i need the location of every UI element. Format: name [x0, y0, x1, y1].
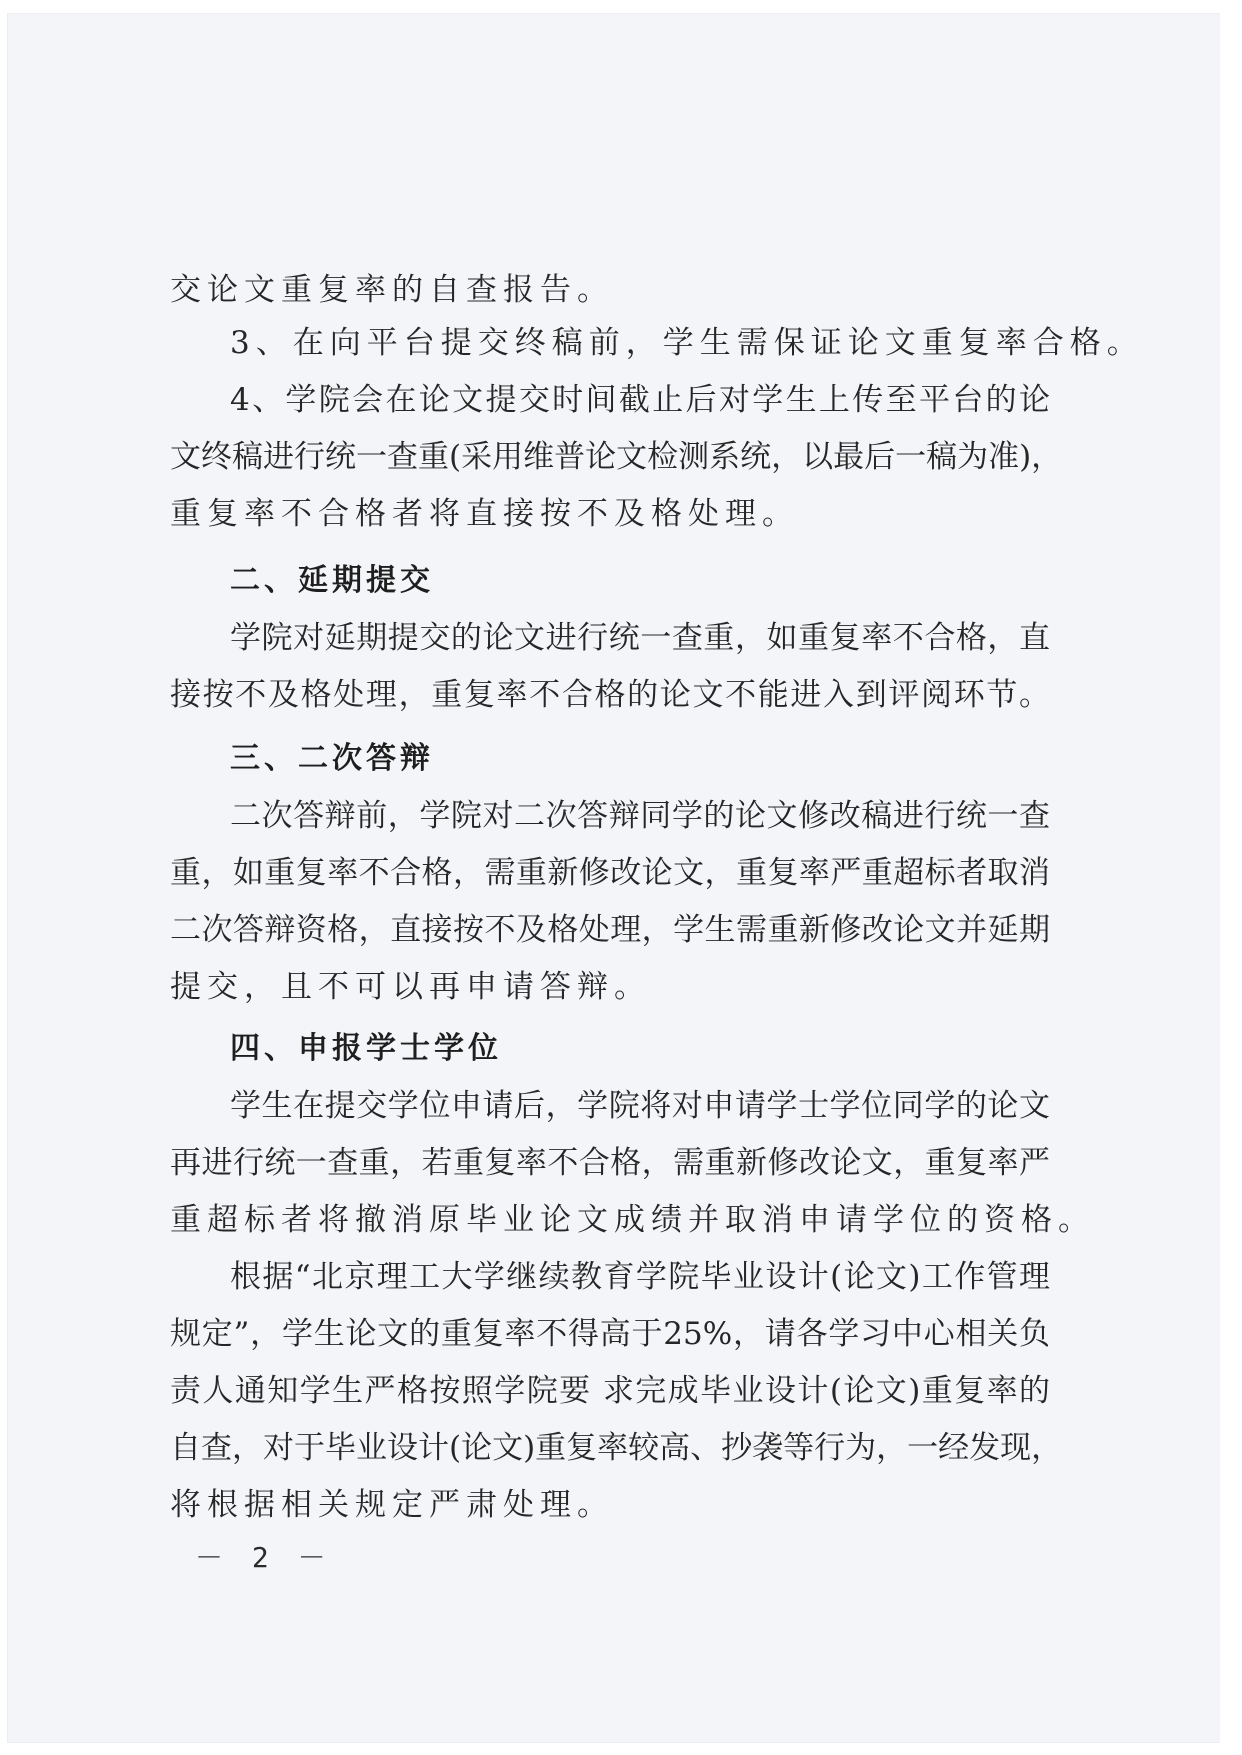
section-heading-bachelor-degree: 四、申报学士学位	[230, 1031, 502, 1066]
paragraph-line: 二次答辩前，学院对二次答辩同学的论文修改稿进行统一查	[230, 798, 1050, 834]
paragraph-line: 文终稿进行统一查重(采用维普论文检测系统，以最后一稿为准)，	[170, 439, 1063, 475]
paragraph-line: 学院对延期提交的论文进行统一查重，如重复率不合格，直	[230, 620, 1050, 656]
paragraph-line: 自查，对于毕业设计(论文)重复率较高、抄袭等行为，一经发现，	[170, 1430, 1063, 1466]
section-heading-second-defense: 三、二次答辩	[230, 741, 434, 776]
paragraph-line: 交论文重复率的自查报告。	[170, 272, 614, 308]
paragraph-line: 3、在向平台提交终稿前，学生需保证论文重复率合格。	[230, 325, 1144, 361]
paragraph-line: 学生在提交学位申请后，学院将对申请学士学位同学的论文	[230, 1088, 1050, 1124]
paragraph-line: 责人通知学生严格按照学院要 求完成毕业设计(论文)重复率的	[170, 1373, 1050, 1409]
page-number: － 2 －	[195, 1541, 332, 1574]
paragraph-line: 重复率不合格者将直接按不及格处理。	[170, 496, 799, 532]
paragraph-line: 4、学院会在论文提交时间截止后对学生上传至平台的论	[230, 382, 1050, 418]
section-heading-delayed-submission: 二、延期提交	[230, 563, 434, 598]
paragraph-line: 重，如重复率不合格，需重新修改论文，重复率严重超标者取消	[170, 855, 1050, 891]
paragraph-line: 接按不及格处理，重复率不合格的论文不能进入到评阅环节。	[170, 677, 1050, 713]
paragraph-line: 再进行统一查重，若重复率不合格，需重新修改论文，重复率严	[170, 1145, 1050, 1181]
paragraph-line: 二次答辩资格，直接按不及格处理，学生需重新修改论文并延期	[170, 912, 1050, 948]
paragraph-line: 提交，且不可以再申请答辩。	[170, 969, 651, 1005]
paragraph-line: 规定”，学生论文的重复率不得高于25%，请各学习中心相关负	[170, 1316, 1050, 1352]
paragraph-line: 重超标者将撤消原毕业论文成绩并取消申请学位的资格。	[170, 1202, 1095, 1238]
paragraph-line: 根据“北京理工大学继续教育学院毕业设计(论文)工作管理	[230, 1259, 1050, 1295]
paragraph-line: 将根据相关规定严肃处理。	[170, 1487, 614, 1523]
scan-margin	[1220, 0, 1242, 1755]
